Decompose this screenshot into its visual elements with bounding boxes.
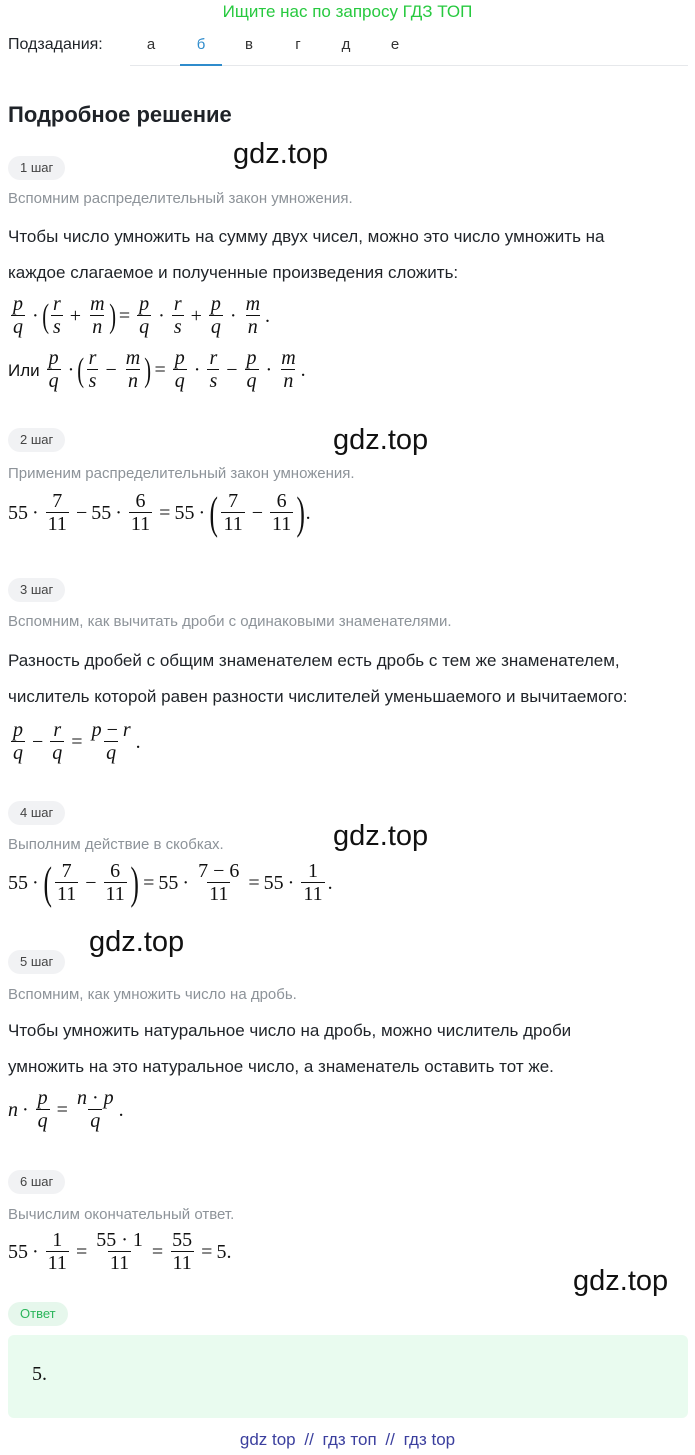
subtasks-label: Подзадания:: [8, 36, 103, 53]
step-3-text-line: Разность дробей с общим знаменателем есть дробь с тем же знаменателем,: [8, 651, 620, 670]
tab-g[interactable]: г: [295, 36, 301, 53]
step-1-text-line: каждое слагаемое и полученные произведения сложить:: [8, 263, 459, 282]
footer-separator: //: [304, 1430, 314, 1449]
footer-separator: //: [385, 1430, 395, 1449]
search-banner: Ищите нас по запросу ГДЗ ТОП: [222, 2, 473, 21]
watermark: gdz.top: [333, 424, 429, 456]
step-1-text-line: Чтобы число умножить на сумму двух чисел, можно это число умножить на: [8, 227, 605, 246]
step-4-hint: Выполним действие в скобках.: [8, 836, 224, 853]
answer-badge: Ответ: [8, 1302, 68, 1326]
footer-link[interactable]: gdz top: [239, 1430, 296, 1449]
answer-value: 5.: [32, 1363, 47, 1385]
step-1-hint: Вспомним распределительный закон умножения.: [8, 190, 353, 207]
answer-box: [8, 1335, 688, 1418]
step-2-badge: 2 шаг: [8, 428, 65, 452]
subtask-tabs: [130, 36, 688, 66]
footer-link[interactable]: гдз top: [403, 1430, 456, 1449]
step-5-text-line: Чтобы умножить натуральное число на дробь, можно числитель дроби: [8, 1021, 572, 1040]
tab-v[interactable]: в: [245, 36, 253, 53]
step-3-badge: 3 шаг: [8, 578, 65, 602]
step-3-hint: Вспомним, как вычитать дроби с одинаковыми знаменателями.: [8, 613, 452, 630]
tab-d[interactable]: д: [341, 36, 351, 53]
subtasks-bar: [8, 36, 688, 66]
formula-fraction-diff: $\frac{p}{q}$ − $\frac{r}{q}$ = $\frac{p - r}{q}$ .: [13, 719, 141, 764]
step-6-badge: 6 шаг: [8, 1170, 65, 1194]
footer-link[interactable]: гдз топ: [322, 1430, 377, 1449]
step-5-badge: 5 шаг: [8, 950, 65, 974]
formula-distributive-diff: Или $\frac{p}{q}$ · ( $\frac{r}{s}$ − $\frac{m}{n}$ ) = $\frac{p}{q}$ · $\frac{r}{s}$ − $\frac{p}{q}$ · $\frac{m}{n}$ .: [8, 347, 306, 392]
formula-step-6: 55 · $\frac{1}{11}$ = $\frac{55 \cdot 1}{11}$ = $\frac{55}{11}$ = 5.: [8, 1229, 232, 1274]
or-word: Или: [8, 360, 40, 380]
formula-step-2: 55 · $\frac{7}{11}$ − 55 · $\frac{6}{11}$ = 55 · ( $\frac{7}{11}$ − $\frac{6}{11}$ ) .: [8, 487, 311, 538]
step-1-badge: 1 шаг: [8, 156, 65, 180]
step-5-hint: Вспомним, как умножить число на дробь.: [8, 986, 297, 1003]
step-3-text-line: числитель которой равен разности числителей уменьшаемого и вычитаемого:: [8, 687, 628, 706]
watermark: gdz.top: [233, 138, 329, 170]
watermark: gdz.top: [333, 820, 429, 852]
tab-e[interactable]: е: [390, 36, 400, 53]
step-5-text-line: умножить на это натуральное число, а знаменатель оставить тот же.: [8, 1057, 554, 1076]
footer-links: [0, 1430, 695, 1450]
formula-step-4: 55 · ( $\frac{7}{11}$ − $\frac{6}{11}$ ) = 55 · $\frac{7 - 6}{11}$ = 55 · $\frac{1}{11}$ .: [8, 857, 333, 908]
step-6-hint: Вычислим окончательный ответ.: [8, 1206, 235, 1223]
formula-distributive-sum: $\frac{p}{q}$ · ( $\frac{r}{s}$ + $\frac{m}{n}$ ) = $\frac{p}{q}$ · $\frac{r}{s}$ + $\frac{p}{q}$ · $\frac{m}{n}$ .: [13, 293, 271, 338]
watermark: gdz.top: [573, 1265, 669, 1297]
step-4-badge: 4 шаг: [8, 801, 65, 825]
step-2-hint: Применим распределительный закон умножения.: [8, 465, 355, 482]
tab-a[interactable]: а: [146, 36, 156, 53]
watermark: gdz.top: [89, 926, 185, 958]
page-title: Подробное решение: [8, 102, 232, 127]
tab-b[interactable]: б: [180, 36, 222, 66]
formula-number-times-fraction: n · $\frac{p}{q}$ = $\frac{n \cdot p}{q}$ .: [8, 1087, 124, 1132]
